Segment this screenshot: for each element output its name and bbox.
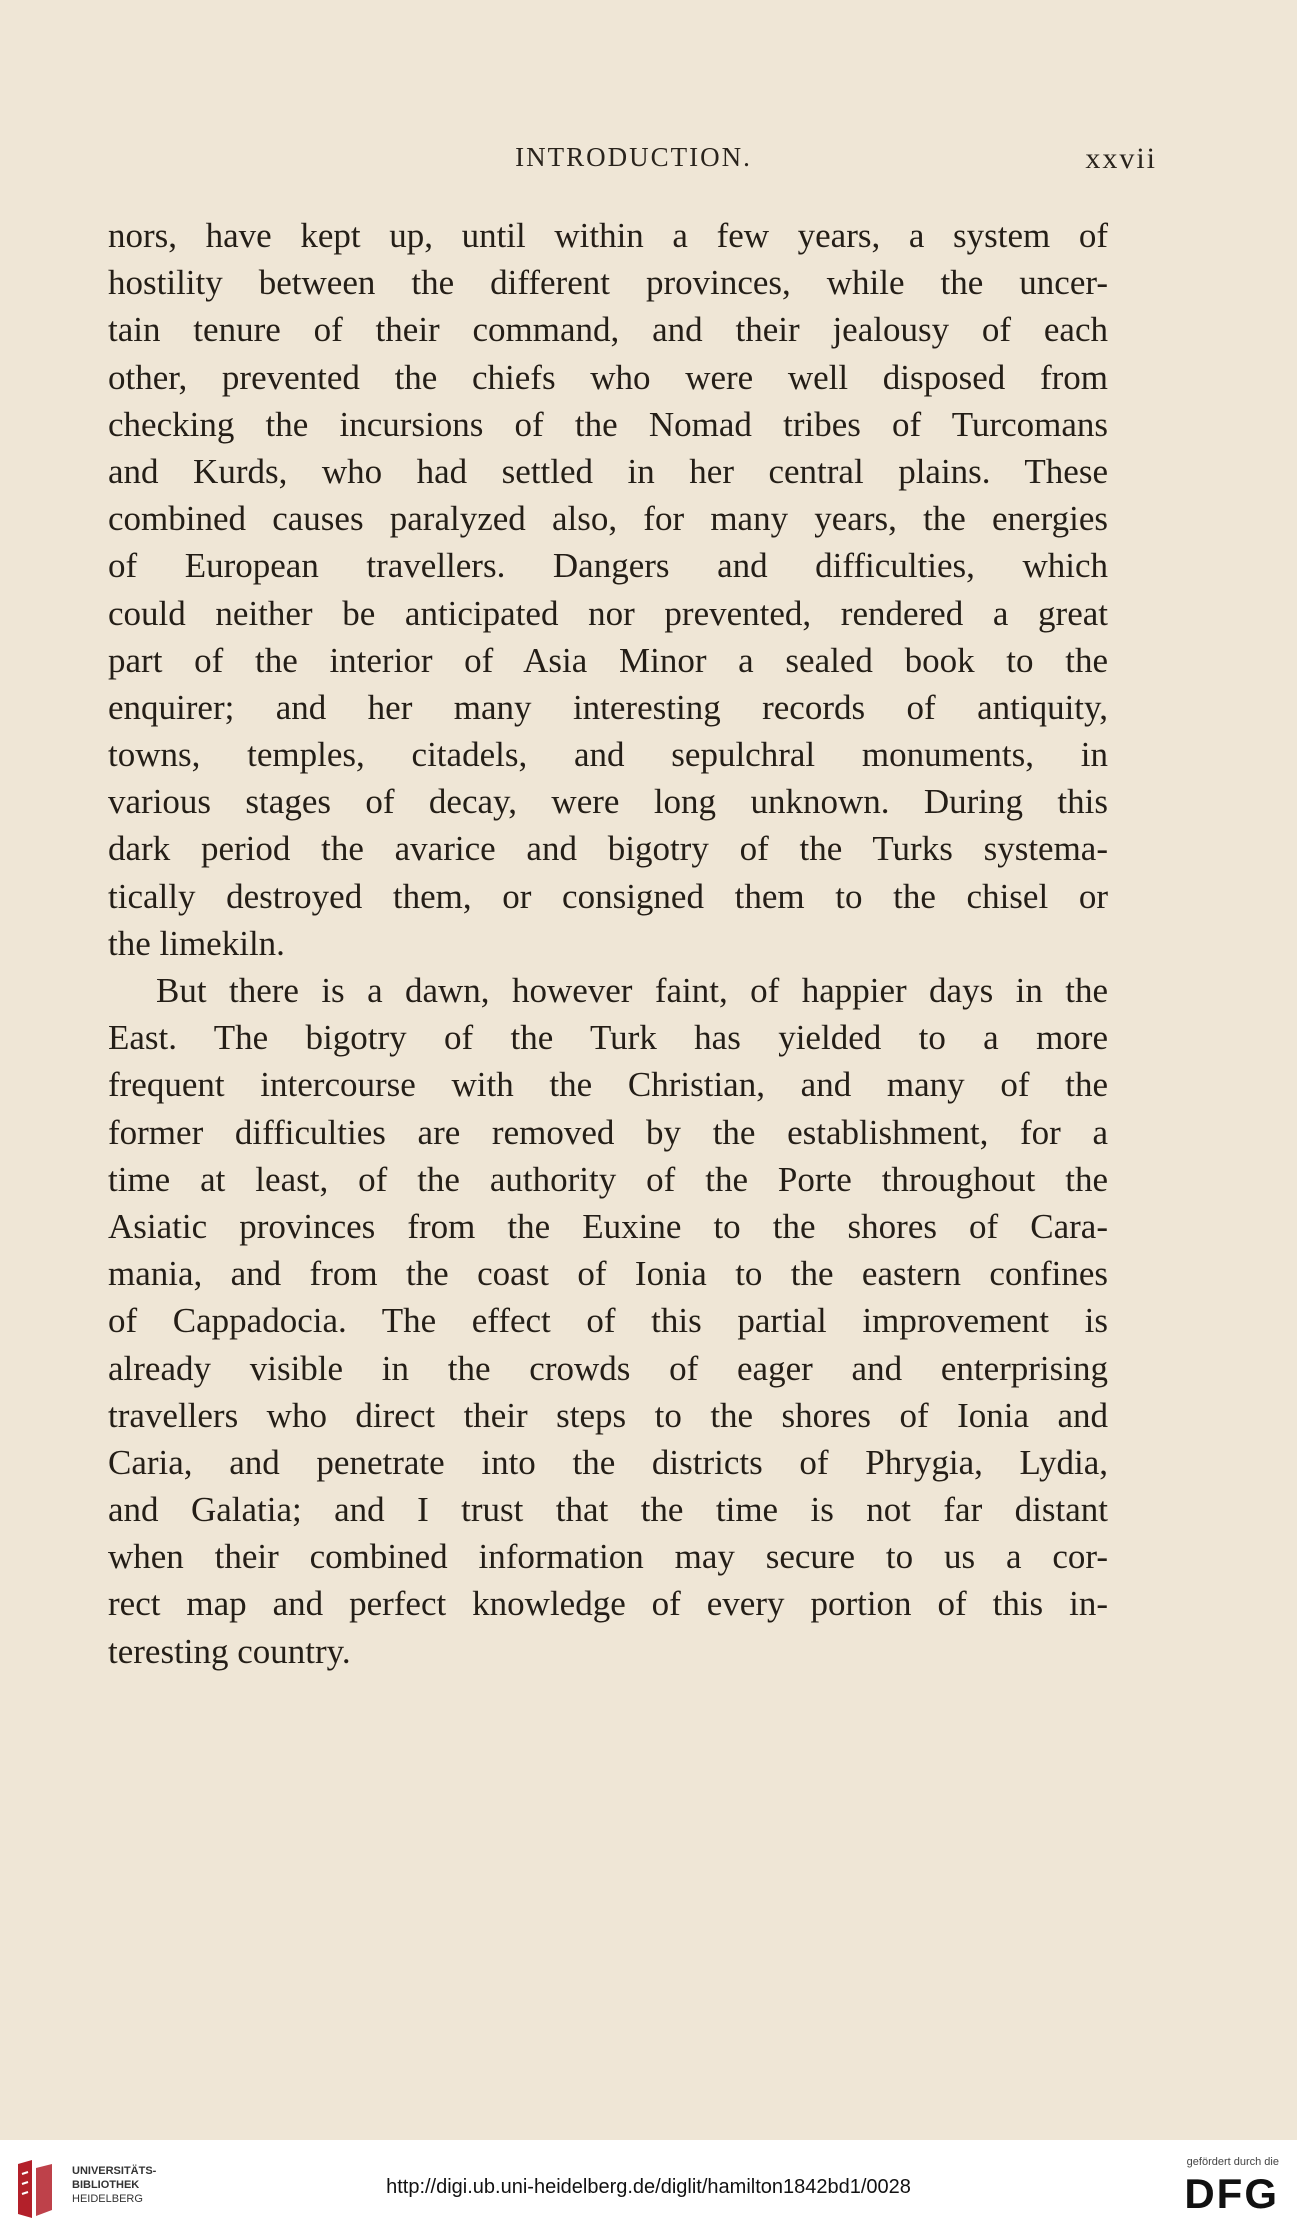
permalink[interactable]: http://digi.ub.uni-heidelberg.de/diglit/hamilton1842bd1/0028	[386, 2176, 911, 2198]
text-line: could neither be anticipated nor prevented, rendered a great	[108, 593, 1108, 633]
text-line: tically destroyed them, or consigned them to the chisel or	[108, 876, 1108, 916]
text-line: former difficulties are removed by the establishment, for a	[108, 1112, 1108, 1152]
text-line: hostility between the different provinces, while the uncer-	[108, 263, 1108, 303]
text-line: mania, and from the coast of Ionia to the eastern confines	[108, 1254, 1108, 1294]
text-line: of European travellers. Dangers and difficulties, which	[108, 546, 1108, 586]
funding-credit	[1139, 2156, 1279, 2216]
text-line: the limekiln.	[108, 923, 285, 963]
text-line: East. The bigotry of the Turk has yielded to a more	[108, 1018, 1108, 1058]
text-line: rect map and perfect knowledge of every portion of this in-	[108, 1584, 1108, 1624]
dfg-logo: DFG	[1184, 2170, 1279, 2217]
text-line: and Galatia; and I trust that the time is not far distant	[108, 1490, 1108, 1530]
text-line: combined causes paralyzed also, for many years, the energies	[108, 499, 1108, 539]
library-name-line: UNIVERSITÄTS-	[72, 2165, 157, 2177]
text-line: But there is a dawn, however faint, of happier days in the	[156, 971, 1108, 1010]
page-header	[110, 142, 1157, 186]
text-line: travellers who direct their steps to the shores of Ionia and	[108, 1395, 1108, 1435]
text-line: checking the incursions of the Nomad tribes of Turcomans	[108, 404, 1108, 444]
library-name-line: HEIDELBERG	[72, 2193, 143, 2205]
text-line: time at least, of the authority of the Porte throughout the	[108, 1159, 1108, 1199]
body-text	[108, 212, 1108, 1675]
text-line: other, prevented the chiefs who were well disposed from	[108, 357, 1108, 397]
text-line: various stages of decay, were long unknown. During this	[108, 782, 1108, 822]
page-number: xxvii	[1085, 142, 1157, 175]
funding-label: gefördert durch die	[1186, 2156, 1279, 2168]
text-line: Caria, and penetrate into the districts of Phrygia, Lydia,	[108, 1442, 1108, 1482]
text-line: dark period the avarice and bigotry of the Turks systema-	[108, 829, 1108, 869]
library-name-line: BIBLIOTHEK	[72, 2179, 140, 2191]
text-line: teresting country.	[108, 1631, 351, 1671]
footer-bar	[0, 2140, 1297, 2235]
text-line: tain tenure of their command, and their jealousy of each	[108, 310, 1108, 350]
text-line: enquirer; and her many interesting records of antiquity,	[108, 687, 1108, 727]
text-line: nors, have kept up, until within a few years, a system of	[108, 216, 1108, 255]
text-line: and Kurds, who had settled in her central plains. These	[108, 451, 1108, 491]
text-line: Asiatic provinces from the Euxine to the shores of Cara-	[108, 1206, 1108, 1246]
running-head: INTRODUCTION.	[515, 142, 752, 172]
text-line: frequent intercourse with the Christian, and many of the	[108, 1065, 1108, 1105]
text-line: when their combined information may secure to us a cor-	[108, 1537, 1108, 1577]
text-line: towns, temples, citadels, and sepulchral monuments, in	[108, 735, 1108, 775]
text-line: of Cappadocia. The effect of this partial improvement is	[108, 1301, 1108, 1341]
text-line: part of the interior of Asia Minor a sealed book to the	[108, 640, 1108, 680]
text-line: already visible in the crowds of eager and enterprising	[108, 1348, 1108, 1388]
